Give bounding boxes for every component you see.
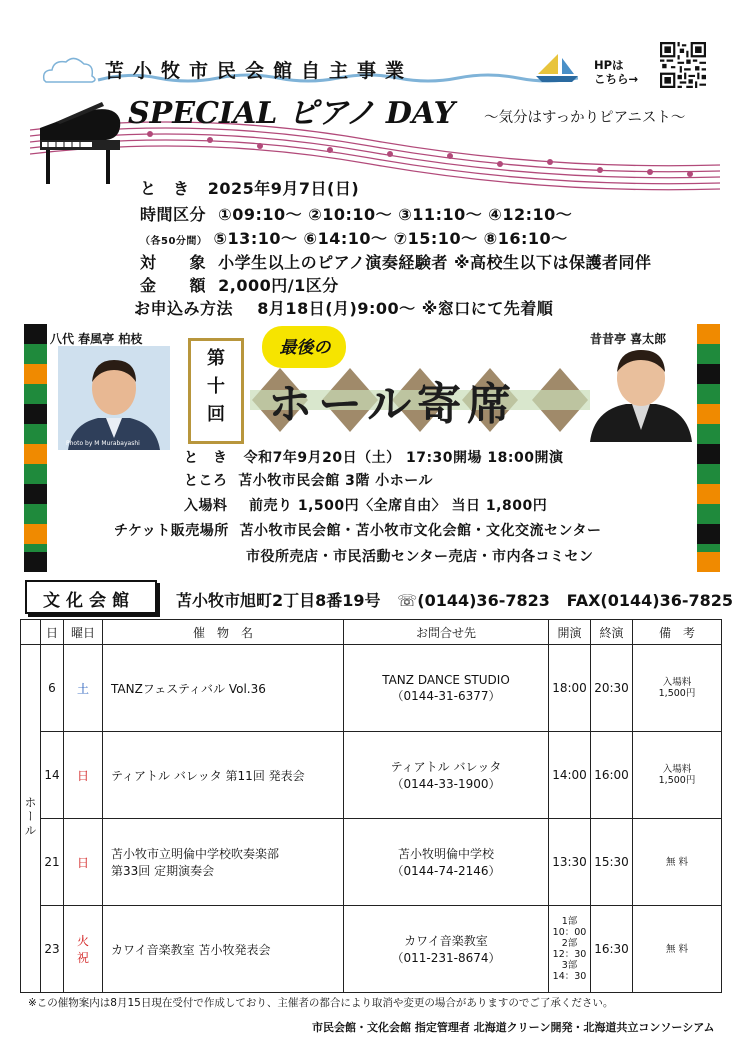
piano-date-row bbox=[140, 176, 359, 199]
col-note: 備 考 bbox=[633, 620, 722, 645]
rakugo-ticket-row-2: 市役所売店・市民活動センター売店・市内各コミセン bbox=[246, 549, 594, 565]
organizer-title: 苫小牧市民会館自主事業 bbox=[105, 60, 414, 82]
performer-right-photo bbox=[586, 346, 696, 442]
col-dow: 曜日 bbox=[64, 620, 103, 645]
rakugo-date-row bbox=[184, 447, 563, 467]
table-header-row bbox=[21, 620, 722, 645]
dow-cell: 土 bbox=[64, 645, 103, 732]
performer-left-name: 八代 春風亭 柏枝 bbox=[50, 332, 143, 346]
value: 2,000円/1区分 bbox=[218, 276, 339, 295]
contact-phone: （0144-33-1900） bbox=[391, 777, 501, 791]
start-line: 1部 bbox=[561, 916, 578, 927]
contact-cell bbox=[344, 732, 549, 819]
contact-phone: （0144-31-6377） bbox=[391, 688, 501, 703]
venue-tel: ☏(0144)36-7823 bbox=[397, 591, 550, 610]
rakugo-ticket-row bbox=[114, 520, 601, 540]
col-event: 催 物 名 bbox=[103, 620, 344, 645]
right-stripe bbox=[697, 324, 720, 572]
end-cell: 15:30 bbox=[591, 819, 633, 906]
venue-name: 文化会館 bbox=[43, 591, 135, 611]
day-cell: 14 bbox=[41, 732, 64, 819]
value: 苫小牧市民会館・苫小牧市文化会館・文化交流センター bbox=[239, 523, 602, 539]
value: 前売り 1,500円〈全席自由〉 当日 1,800円 bbox=[249, 498, 548, 514]
hp-line-1: HPは bbox=[594, 58, 624, 72]
photo-credit: Photo by M Murabayashi bbox=[66, 440, 140, 447]
day-cell: 23 bbox=[41, 906, 64, 993]
start-line: 10：00 bbox=[552, 927, 587, 938]
label: 入場料 bbox=[184, 498, 228, 514]
contact-phone: （011-231-8674） bbox=[391, 951, 501, 965]
hp-link-label[interactable] bbox=[594, 58, 638, 86]
end-cell: 20:30 bbox=[591, 645, 633, 732]
rakugo-fee-row bbox=[184, 495, 547, 515]
start-cell: 14:00 bbox=[549, 732, 591, 819]
label: 対 象 bbox=[140, 253, 207, 272]
note-cell bbox=[633, 732, 722, 819]
contact-cell bbox=[344, 906, 549, 993]
venue-contact bbox=[176, 588, 733, 611]
value: ⑤13:10～ ⑥14:10～ ⑦15:10～ ⑧16:10～ bbox=[213, 229, 568, 248]
start-cell: 13:30 bbox=[549, 819, 591, 906]
label: チケット販売場所 bbox=[114, 523, 229, 539]
left-stripe bbox=[24, 324, 47, 572]
label: 金 額 bbox=[140, 276, 207, 295]
start-line: 14：30 bbox=[552, 971, 587, 982]
note-cell: 無 料 bbox=[633, 819, 722, 906]
venue-fax: FAX(0144)36-7825 bbox=[566, 591, 733, 610]
piano-slots-row-2 bbox=[140, 226, 568, 249]
event-cell: TANZフェスティバル Vol.36 bbox=[103, 645, 344, 732]
disclaimer-note: ※この催物案内は8月15日現在受付で作成しており、主催者の都合により取消や変更の場合がありますのでご了承ください。 bbox=[28, 997, 614, 1009]
tagline: 最後の bbox=[279, 338, 331, 358]
section-cell bbox=[21, 645, 41, 993]
start-line: 2部 bbox=[561, 938, 578, 949]
contact-name: 苫小牧明倫中学校 bbox=[397, 847, 494, 861]
slot-note: （各50分間） bbox=[140, 236, 208, 247]
event-schedule-table bbox=[20, 619, 722, 993]
start-cell bbox=[549, 906, 591, 993]
qr-code-icon[interactable] bbox=[660, 42, 706, 88]
contact-name: TANZ DANCE STUDIO bbox=[382, 672, 510, 687]
note-line-1: 入場料 bbox=[662, 764, 692, 775]
label: 時間区分 bbox=[140, 205, 207, 224]
sailboat-icon bbox=[536, 54, 578, 82]
label: と き bbox=[140, 179, 190, 198]
contact-phone: （0144-74-2146） bbox=[391, 864, 501, 878]
value: 8月18日(月)9:00～ ※窓口にて先着順 bbox=[257, 299, 554, 318]
col-start: 開演 bbox=[549, 620, 591, 645]
col-end: 終演 bbox=[591, 620, 633, 645]
hall-yose-title: ホール寄席 bbox=[268, 379, 518, 430]
end-cell: 16:00 bbox=[591, 732, 633, 819]
note-cell bbox=[633, 645, 722, 732]
section-header bbox=[21, 620, 41, 645]
note-line-2: 1,500円 bbox=[658, 688, 696, 699]
value: ①09:10～ ②10:10～ ③11:10～ ④12:10～ bbox=[218, 205, 573, 224]
label: ところ bbox=[184, 473, 228, 489]
table-row bbox=[21, 645, 722, 732]
event-line-1: 苫小牧市立明倫中学校吹奏楽部 bbox=[111, 847, 280, 861]
dow-cell: 日 bbox=[64, 819, 103, 906]
banner-line-2: 十 bbox=[207, 376, 225, 397]
start-line: 12：30 bbox=[552, 949, 587, 960]
dow-cell bbox=[64, 906, 103, 993]
manager-footer: 市民会館・文化会館 指定管理者 北海道クリーン開発・北海道共立コンソーシアム bbox=[312, 1021, 715, 1034]
venue-address: 苫小牧市旭町2丁目8番19号 bbox=[176, 591, 381, 610]
note-line-1: 入場料 bbox=[662, 677, 692, 688]
banner-line-1: 第 bbox=[207, 348, 225, 369]
note-cell: 無 料 bbox=[633, 906, 722, 993]
event-subtitle: ～気分はすっかりピアニスト～ bbox=[484, 110, 686, 126]
label: と き bbox=[184, 450, 228, 466]
table-row bbox=[21, 906, 722, 993]
value: 小学生以上のピアノ演奏経験者 ※高校生以下は保護者同伴 bbox=[218, 253, 652, 272]
start-cell: 18:00 bbox=[549, 645, 591, 732]
col-day: 日 bbox=[41, 620, 64, 645]
col-contact: お問合せ先 bbox=[344, 620, 549, 645]
piano-target-row bbox=[140, 250, 652, 273]
note-line-2: 1,500円 bbox=[658, 775, 696, 786]
cloud-icon bbox=[44, 58, 95, 82]
end-cell: 16:30 bbox=[591, 906, 633, 993]
dow-cell: 日 bbox=[64, 732, 103, 819]
grand-piano-icon bbox=[36, 100, 124, 186]
day-cell: 21 bbox=[41, 819, 64, 906]
contact-name: ティアトル バレッタ bbox=[390, 760, 502, 774]
contact-name: カワイ音楽教室 bbox=[404, 934, 488, 948]
event-cell: ティアトル バレッタ 第11回 発表会 bbox=[103, 732, 344, 819]
table-row bbox=[21, 732, 722, 819]
contact-cell bbox=[344, 819, 549, 906]
value: 2025年9月7日(日) bbox=[207, 179, 360, 198]
value: 令和7年9月20日（土） 17:30開場 18:00開演 bbox=[243, 450, 564, 466]
rakugo-place-row bbox=[184, 470, 433, 490]
hp-line-2: こちら→ bbox=[594, 72, 639, 86]
banner-text bbox=[191, 345, 241, 429]
banner-line-3: 回 bbox=[207, 404, 225, 425]
table-row bbox=[21, 819, 722, 906]
piano-slots-row-1 bbox=[140, 202, 572, 225]
value: 苫小牧市民会館 3階 小ホール bbox=[238, 473, 433, 489]
performer-right-name: 昔昔亭 喜太郎 bbox=[590, 332, 667, 346]
event-title: SPECIAL ピアノ DAY bbox=[128, 96, 456, 131]
day-cell: 6 bbox=[41, 645, 64, 732]
section-label: ホール bbox=[23, 796, 37, 838]
event-cell: カワイ音楽教室 苫小牧発表会 bbox=[103, 906, 344, 993]
dow-line-2: 祝 bbox=[76, 951, 89, 965]
label: お申込み方法 bbox=[134, 299, 234, 318]
tenth-session-banner bbox=[188, 338, 244, 444]
performer-left-photo bbox=[58, 346, 170, 450]
start-line: 3部 bbox=[561, 960, 578, 971]
contact-cell bbox=[344, 645, 549, 732]
event-line-2: 第33回 定期演奏会 bbox=[111, 864, 215, 878]
piano-apply-row bbox=[134, 296, 553, 319]
dow-line-1: 火 bbox=[76, 934, 89, 948]
event-cell bbox=[103, 819, 344, 906]
piano-price-row bbox=[140, 273, 339, 296]
